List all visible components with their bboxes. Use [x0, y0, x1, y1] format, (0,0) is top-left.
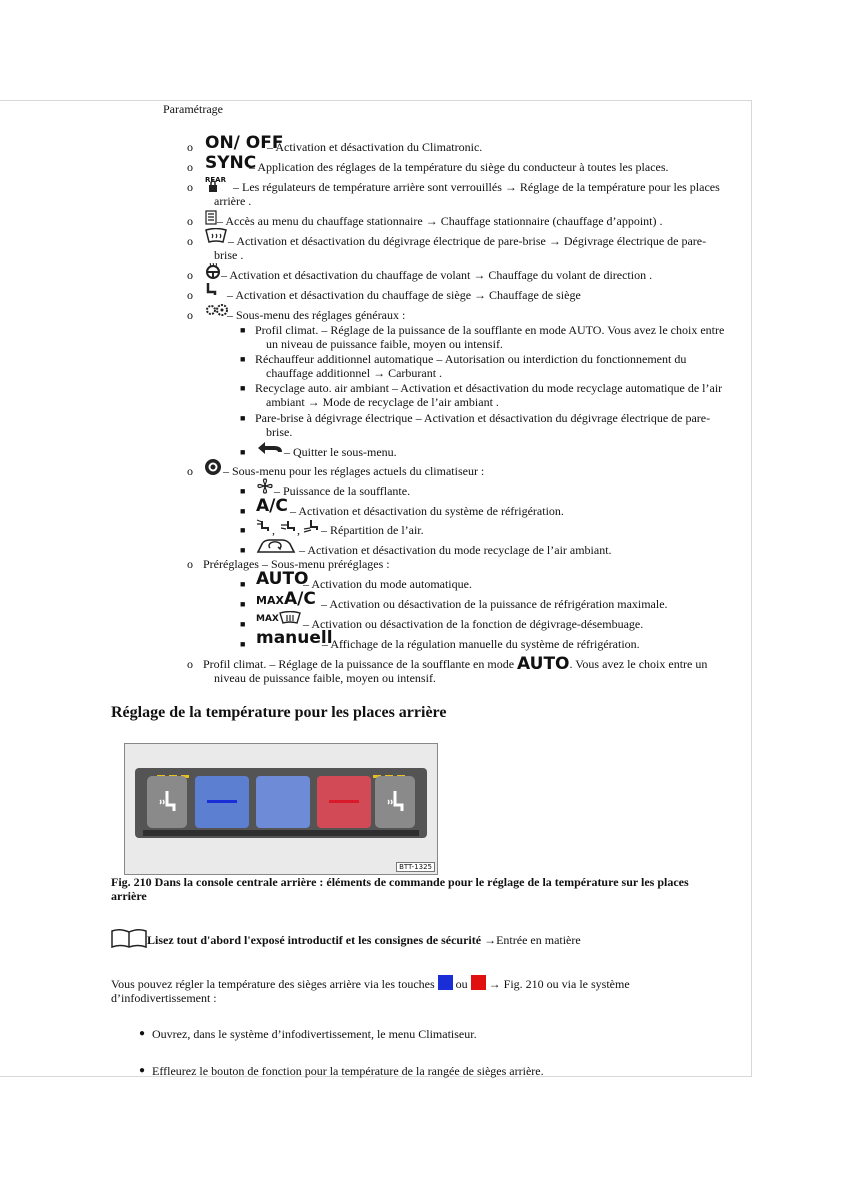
para-text-c: → Fig. 210 ou via le système [485, 977, 630, 991]
item-text-cont: arrière . [214, 194, 252, 208]
note-bold-text: Lisez tout d'abord l'exposé introductif et les consignes de sécurité [147, 933, 482, 947]
item-text: – Puissance de la soufflante. [274, 484, 411, 498]
bullet-square: ■ [240, 639, 246, 649]
item-text: Réchauffeur additionnel automatique – Autorisation ou interdiction du fonctionnement du [255, 352, 687, 366]
list-item [187, 288, 747, 302]
windscreen-heating-icon [205, 228, 227, 244]
list-item [187, 234, 747, 262]
bullet-o: o [187, 288, 193, 302]
temperature-increase-button[interactable] [317, 776, 371, 828]
item-text: – Répartition de l’air. [321, 523, 424, 537]
bullet-square: ■ [240, 599, 246, 609]
bullet-square: ■ [240, 579, 246, 589]
temperature-decrease-button[interactable] [195, 776, 249, 828]
bullet-square: ■ [240, 413, 246, 423]
item-text [203, 654, 708, 674]
item-text-cont: chauffage additionnel → Carburant . [266, 366, 443, 380]
left-seat-heating-button[interactable] [147, 776, 187, 828]
seat-heating-icon [157, 788, 177, 814]
air-distribution-upper-icon [256, 517, 272, 533]
item-text-b: . Vous avez le choix entre un [569, 657, 708, 671]
item-text: – Activation et désactivation du dégivrage électrique de pare-brise → Dégivrage électrique de pare- [228, 234, 707, 248]
note-link-text[interactable]: →Entrée en matière [481, 933, 581, 947]
item-text: – Les régulateurs de température arrière sont verrouillés → Réglage de la température pour les places [233, 180, 720, 194]
bullet-square: ■ [240, 383, 246, 393]
item-text: – Activation et désactivation du chauffage de siège → Chauffage de siège [227, 288, 581, 302]
red-bar [329, 800, 359, 803]
section-title: Réglage de la température pour les places arrière [111, 704, 447, 721]
bullet-o: o [187, 268, 193, 282]
list-item [187, 214, 747, 228]
figure-rear-console [124, 743, 438, 875]
list-item [187, 268, 747, 282]
list-item [187, 133, 747, 154]
item-text-cont: niveau de puissance faible, moyen ou intensif. [214, 671, 436, 685]
bullet-o: o [187, 464, 193, 478]
step-text: Effleurez le bouton de fonction pour la température de la rangée de sièges arrière. [152, 1064, 544, 1078]
bullet-square: ■ [240, 447, 246, 457]
item-text: Recyclage auto. air ambiant – Activation et désactivation du mode recyclage automatique de l’air [255, 381, 723, 395]
separator: , [272, 523, 275, 537]
item-text-cont: un niveau de puissance faible, moyen ou intensif. [266, 337, 503, 351]
bullet-square: ■ [240, 506, 246, 516]
seat-heating-icon [205, 282, 219, 298]
auto-glyph: AUTO [517, 654, 570, 674]
air-distribution-lower-icon [303, 517, 319, 533]
bullet-o: o [187, 557, 193, 571]
bullet-square: ■ [240, 354, 246, 364]
item-text: – Sous-menu des réglages généraux : [227, 308, 406, 322]
item-text: – Sous-menu pour les réglages actuels du climatiseur : [223, 464, 485, 478]
max-defrost-icon [279, 611, 301, 625]
list-item [187, 654, 747, 685]
step-text: Ouvrez, dans le système d’infodivertissement, le menu Climatiseur. [152, 1027, 477, 1041]
bullet-o: o [187, 140, 193, 154]
item-text: – Application des réglages de la température du siège du conducteur à toutes les places. [249, 160, 669, 174]
bullet-o: o [187, 234, 193, 248]
bullet-o: o [187, 657, 193, 671]
item-text: Profil climat. – Réglage de la puissance de la soufflante en mode AUTO. Vous avez le choix entre [255, 323, 725, 337]
fan-icon [257, 478, 273, 494]
bullet-o: o [187, 180, 193, 194]
rear-console-panel [135, 768, 427, 838]
red-key-swatch [471, 975, 486, 990]
item-text: – Affichage de la régulation manuelle du système de réfrigération. [322, 637, 640, 651]
bullet-o: o [187, 214, 193, 228]
air-distribution-middle-icon [280, 517, 296, 533]
item-text-cont: brise. [266, 425, 293, 439]
on-off-glyph: ON/ OFF [205, 133, 284, 153]
item-text: – Quitter le sous-menu. [284, 445, 397, 459]
page-frame-top [0, 100, 752, 101]
max-glyph: MAX [256, 594, 284, 607]
item-text: Pare-brise à dégivrage électrique – Activation et désactivation du dégivrage électrique de pare- [255, 411, 711, 425]
figure-code: BTT-1325 [396, 862, 435, 872]
section-header: Paramétrage [163, 102, 223, 116]
max-glyph: MAX [256, 614, 279, 624]
right-seat-heating-button[interactable] [375, 776, 415, 828]
book-icon [111, 928, 147, 948]
auto-glyph: AUTO [256, 569, 309, 589]
list-item [187, 308, 747, 322]
rear-glyph: REAR [205, 176, 226, 184]
recirculation-icon [256, 537, 296, 555]
item-text: – Activation et désactivation du Climatronic. [267, 140, 483, 154]
manuell-glyph: manuell [256, 628, 333, 648]
bullet-square: ■ [240, 525, 246, 535]
bullet-square: ■ [240, 619, 246, 629]
safety-note [111, 928, 581, 948]
lock-icon [208, 180, 218, 192]
item-text-a: Profil climat. – Réglage de la puissance de la soufflante en mode [203, 657, 518, 671]
steering-wheel-heating-icon [205, 263, 221, 279]
bullet-square: ■ [240, 486, 246, 496]
sync-glyph: SYNC [205, 153, 257, 173]
page-frame-right [751, 100, 752, 1076]
item-text: – Activation ou désactivation de la puissance de réfrigération maximale. [321, 597, 668, 611]
item-text: – Accès au menu du chauffage stationnaire → Chauffage stationnaire (chauffage d’appoint) . [217, 214, 663, 228]
figure-caption: Fig. 210 Dans la console centrale arrière : éléments de commande pour le réglage de la température sur les places arrière [111, 875, 689, 903]
item-text: – Activation du mode automatique. [303, 577, 472, 591]
separator: , [297, 523, 300, 537]
panel-strip [143, 830, 419, 836]
list-item [187, 464, 747, 478]
ac-glyph: A/C [283, 589, 316, 609]
item-text-cont: brise . [214, 248, 244, 262]
bullet-o: o [187, 160, 193, 174]
temperature-display [256, 776, 310, 828]
body-paragraph [111, 975, 701, 1005]
climate-settings-icon [204, 458, 222, 476]
bullet-square: ■ [240, 325, 246, 335]
para-text-a: Vous pouvez régler la température des sièges arrière via les touches [111, 977, 438, 991]
item-text: Préréglages – Sous-menu préréglages : [203, 557, 390, 571]
list-item [187, 153, 747, 174]
ac-glyph: A/C [256, 496, 288, 516]
settings-gears-icon [205, 303, 229, 317]
item-text: – Activation et désactivation du système de réfrigération. [290, 504, 564, 518]
para-text-d: d’infodivertissement : [111, 991, 217, 1005]
bullet-square: ■ [240, 545, 246, 555]
item-text: – Activation et désactivation du chauffage de volant → Chauffage du volant de direction . [221, 268, 653, 282]
item-text-cont: ambiant → Mode de recyclage de l’air ambiant . [266, 395, 499, 409]
auxiliary-heating-icon [205, 210, 217, 226]
blue-key-swatch [438, 975, 453, 990]
back-arrow-icon [256, 439, 284, 455]
seat-heating-icon [385, 788, 405, 814]
bullet-dot: ● [139, 1065, 146, 1076]
list-item [187, 176, 747, 208]
bullet-o: o [187, 308, 193, 322]
para-text-b: ou [452, 977, 471, 991]
item-text: – Activation ou désactivation de la fonction de dégivrage-désembuage. [303, 617, 644, 631]
bullet-dot: ● [139, 1028, 146, 1039]
blue-bar [207, 800, 237, 803]
max-ac-glyph [256, 589, 316, 609]
item-text: – Activation et désactivation du mode recyclage de l’air ambiant. [299, 543, 612, 557]
